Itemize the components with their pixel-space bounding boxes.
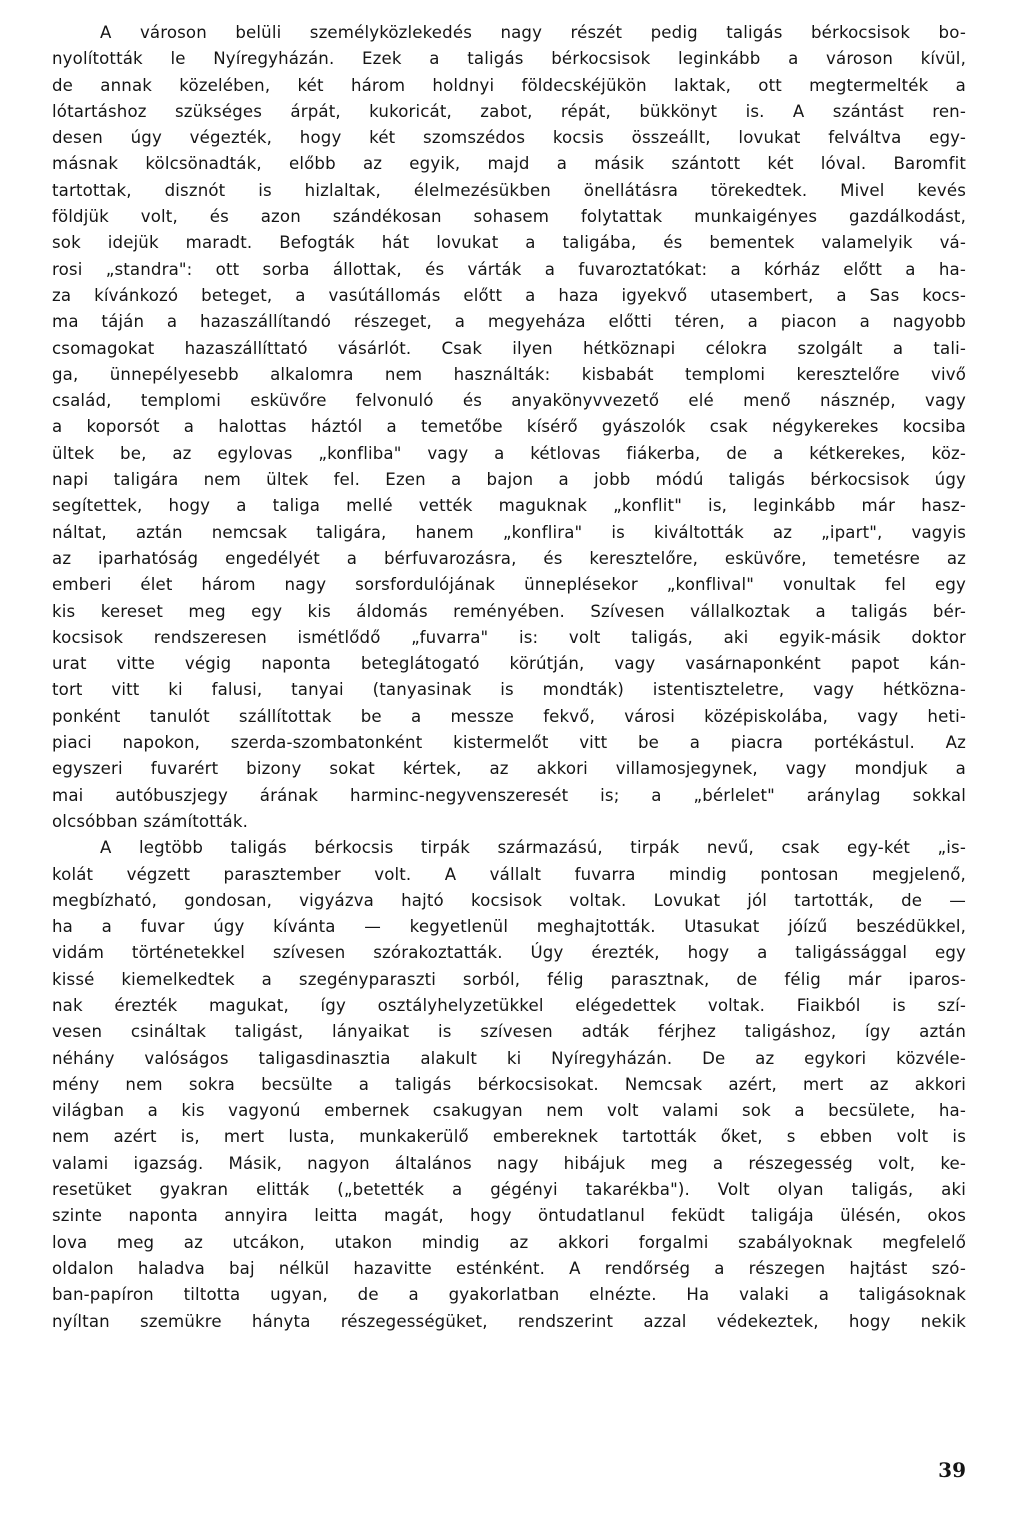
text-line: lótartáshoz szükséges árpát, kukoricát, zabot, répát, bükkönyt is. A szántást ren- [52,101,966,121]
text-line: szinte naponta annyira leitta magát, hogy öntudatlanul feküdt taligája ülésén, okos [52,1206,966,1226]
body-text [52,20,966,1335]
text-line: nyíltan szemükre hányta részegességüket, rendszerint azzal védekeztek, hogy nekik [52,1311,966,1331]
text-line: tartottak, disznót is hizlaltak, élelmezésükben önellátásra törekedtek. Mivel kevés [52,180,966,200]
text-line: mény nem sokra becsülte a taligás bérkocsisokat. Nemcsak azért, mert az akkori [52,1074,966,1094]
text-line: tort vitt ki falusi, tanyai (tanyasinak is mondták) istentiszteletre, vagy hétközna- [52,680,966,700]
text-line: ha a fuvar úgy kívánta — kegyetlenül meghajtották. Utasukat jóízű beszédükkel, [52,917,966,937]
text-line: nem azért is, mert lusta, munkakerülő embereknek tartották őket, s ebben volt is [52,1127,966,1147]
text-line: nak érezték magukat, így osztályhelyzetükkel elégedettek voltak. Fiaikból is szí- [52,995,966,1015]
text-line: za kívánkozó beteget, a vasútállomás előtt a haza igyekvő utasembert, a Sas kocs- [52,285,966,305]
text-line: kissé kiemelkedtek a szegényparaszti sorból, félig parasztnak, de félig már iparos- [52,969,966,989]
text-line: ma táján a hazaszállítandó részeget, a megyeháza előtti téren, a piacon a nagyobb [52,312,966,332]
text-line: valami igazság. Másik, nagyon általános nagy hibájuk meg a részegesség volt, ke- [52,1153,966,1173]
text-line: kis kereset meg egy kis áldomás reményében. Szívesen vállalkoztak a taligás bér- [52,601,966,621]
text-line: rosi „standra": ott sorba állottak, és várták a fuvaroztatókat: a kórház előtt a ha- [52,259,966,279]
text-line: kocsisok rendszeresen ismétlődő „fuvarra" is: volt taligás, aki egyik-másik doktor [52,627,966,647]
text-line: piaci napokon, szerda-szombatonként kistermelőt vitt be a piacra portékástul. Az [52,733,966,753]
text-line: de annak közelében, két három holdnyi földecskéjükön laktak, ott megtermelték a [52,75,966,95]
text-line: resetüket gyakran elitták („betették a gégényi takarékba"). Volt olyan taligás, aki [52,1180,966,1200]
text-line: földjük volt, és azon szándékosan sohasem folytattak munkaigényes gazdálkodást, [52,207,966,227]
text-line: megbízható, gondosan, vigyázva hajtó kocsisok voltak. Lovukat jól tartották, de — [52,890,966,910]
text-line: ban-papíron tiltotta ugyan, de a gyakorlatban elnézte. Ha valaki a taligásoknak [52,1285,966,1305]
text-line: nyolították le Nyíregyházán. Ezek a taligás bérkocsisok leginkább a városon kívül, [52,49,966,69]
text-line: másnak kölcsönadták, előbb az egyik, majd a másik szántott két lóval. Baromfit [52,154,966,174]
text-line: sok idejük maradt. Befogták hát lovukat a taligába, és bementek valamelyik vá- [52,233,966,253]
text-line: csomagokat hazaszállíttató vásárlót. Csak ilyen hétköznapi célokra szolgált a tali- [52,338,966,358]
text-line: a koporsót a halottas háztól a temetőbe kísérő gyászolók csak négykerekes kocsiba [52,417,966,437]
text-line: család, templomi esküvőre felvonuló és anyakönyvvezető elé menő násznép, vagy [52,391,966,411]
text-line: napi taligára nem ültek fel. Ezen a bajon a jobb módú taligás bérkocsisok úgy [52,470,966,490]
text-line: az iparhatóság engedélyét a bérfuvarozásra, és keresztelőre, esküvőre, temetésre az [52,548,966,568]
text-line: A városon belüli személyközlekedés nagy részét pedig taligás bérkocsisok bo- [100,23,966,42]
text-line: A legtöbb taligás bérkocsis tirpák származású, tirpák nevű, csak egy-két „is- [100,838,966,858]
text-line: urat vitte végig naponta beteglátogató körútján, vagy vasárnaponként papot kán- [52,654,966,674]
text-line: vesen csináltak taligást, lányaikat is szívesen adták férjhez taligáshoz, így aztán [52,1022,966,1042]
text-line: mai autóbuszjegy árának harminc-negyvenszeresét is; a „bérlelet" aránylag sokkal [52,785,966,805]
text-line: segítettek, hogy a taliga mellé vették maguknak „konflit" is, leginkább már hasz- [52,496,966,516]
text-line: emberi élet három nagy sorsfordulójának ünneplésekor „konflival" vonultak fel egy [52,575,966,595]
text-line: oldalon haladva baj nélkül hazavitte esténként. A rendőrség a részegen hajtást szó- [52,1258,966,1278]
text-line: lova meg az utcákon, utakon mindig az akkori forgalmi szabályoknak megfelelő [52,1232,966,1252]
text-line: ga, ünnepélyesebb alkalomra nem használták: kisbabát templomi keresztelőre vivő [52,364,966,384]
text-line: náltat, aztán nemcsak taligára, hanem „konflira" is kiváltották az „ipart", vagyis [52,522,966,542]
text-line: ponként tanulót szállítottak be a messze fekvő, városi középiskolába, vagy heti- [52,706,966,726]
text-line: desen úgy végezték, hogy két szomszédos kocsis összeállt, lovukat felváltva egy- [52,128,966,148]
text-line: olcsóbban számították. [52,811,249,831]
text-line: egyszeri fuvarért bizony sokat kértek, az akkori villamosjegynek, vagy mondjuk a [52,759,966,779]
text-line: vidám történetekkel szívesen szórakoztatták. Úgy érezték, hogy a taligássággal egy [52,943,966,963]
text-line: világban a kis vagyonú embernek csakugyan nem volt valami sok a becsülete, ha- [52,1101,966,1121]
text-line: kolát végzett parasztember volt. A vállalt fuvarra mindig pontosan megjelenő, [52,864,966,884]
text-line: ültek be, az egylovas „konfliba" vagy a kétlovas fiákerba, de a kétkerekes, köz- [52,443,966,463]
page-number: 39 [938,1458,966,1482]
text-line: néhány valóságos taligasdinasztia alakult ki Nyíregyházán. De az egykori közvéle- [52,1048,966,1068]
